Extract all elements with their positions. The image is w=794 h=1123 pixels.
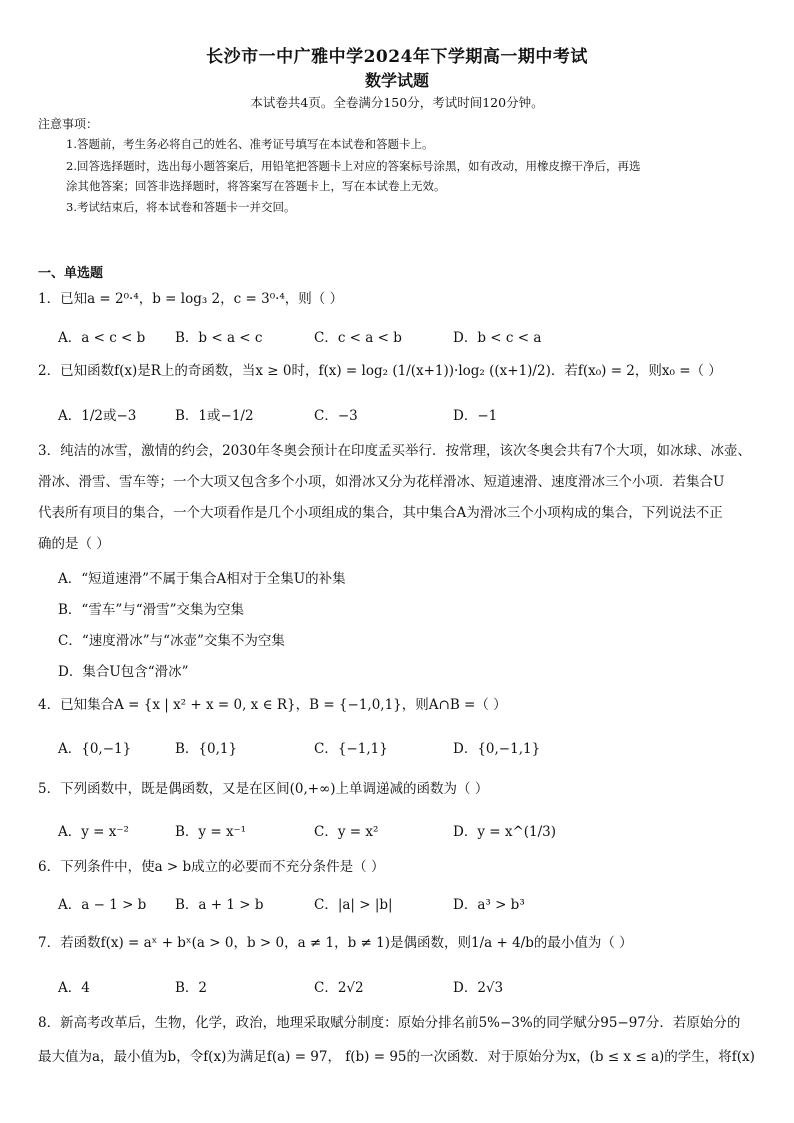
question-1-stem: 1．已知a = 2⁰·⁴，b = log₃ 2，c = 3⁰·⁴，则（ ） (38, 291, 344, 307)
question-6-stem: 6．下列条件中，使a > b成立的必要而不充分条件是（ ） (38, 859, 385, 875)
q5-option-d: D．y = x^(1/3) (453, 824, 557, 840)
q1-option-b: B．b < a < c (175, 330, 263, 346)
exam-subtitle: 数学试题 (364, 71, 429, 90)
q3-option-d: D．集合U包含“滑冰” (58, 664, 189, 680)
q2-option-b: B．1或−1/2 (175, 408, 254, 424)
q7-option-b: B．2 (175, 980, 208, 996)
question-5-stem: 5．下列函数中，既是偶函数，又是在区间(0,+∞)上单调递减的函数为（ ） (38, 781, 489, 797)
q2-option-a: A．1/2或−3 (58, 408, 137, 424)
question-8-line-2: 最大值为a，最小值为b，令f(x)为满足f(a) = 97， f(b) = 95的一次函数．对于原始分为x，(b ≤ x ≤ a)的学生，将f(x) (38, 1049, 755, 1065)
notice-item-1: 1.答题前，考生务必将自己的姓名、准考证号填写在本试卷和答题卡上。 (66, 137, 434, 151)
q6-option-c: C．|a| > |b| (314, 897, 393, 913)
question-2-stem: 2．已知函数f(x)是R上的奇函数，当x ≥ 0时，f(x) = log₂ (1/(x+1))·log₂ ((x+1)/2)．若f(x₀) = 2，则x₀ =（ ） (38, 363, 722, 379)
q5-option-a: A．y = x⁻² (58, 824, 129, 840)
question-2-options (58, 404, 758, 428)
q4-option-c: C．{−1,1} (314, 741, 388, 757)
q7-option-a: A．4 (58, 980, 90, 996)
question-7-stem: 7．若函数f(x) = aˣ + bˣ(a > 0，b > 0，a ≠ 1，b ≠ 1)是偶函数，则1/a + 4/b的最小值为（ ） (38, 935, 633, 951)
q2-option-d: D．−1 (453, 408, 498, 424)
question-3-line-4: 确的是（ ） (38, 536, 110, 552)
question-6-options (58, 893, 758, 917)
question-4-options (58, 737, 758, 761)
question-5-options (58, 820, 758, 844)
notice-item-2-cont: 涂其他答案；回答非选择题时，将答案写在答题卡上，写在本试卷上无效。 (66, 179, 446, 193)
q1-option-a: A．a < c < b (58, 330, 146, 346)
q2-option-c: C．−3 (314, 408, 358, 424)
notice-heading: 注意事项： (38, 117, 99, 131)
question-3-line-1: 3．纯洁的冰雪，激情的约会，2030年冬奥会预计在印度孟买举行．按常理，该次冬奥会共有7个大项，如冰球、冰壶、 (38, 443, 752, 459)
question-3-line-3: 代表所有项目的集合，一个大项看作是几个小项组成的集合，其中集合A为滑冰三个小项构成的集合，下列说法不正 (38, 505, 723, 521)
q7-option-c: C．2√2 (314, 980, 364, 996)
exam-title: 长沙市一中广雅中学2024年下学期高一期中考试 (206, 47, 588, 67)
question-8-line-1: 8．新高考改革后，生物，化学，政治，地理采取赋分制度：原始分排名前5%−3%的同学赋分95−97分．若原始分的 (38, 1015, 741, 1031)
q4-option-b: B．{0,1} (175, 741, 238, 757)
notice-item-2: 2.回答选择题时，选出每小题答案后，用铅笔把答题卡上对应的答案标号涂黑，如有改动，用橡皮擦干净后，再选 (66, 159, 641, 173)
q6-option-b: B．a + 1 > b (175, 897, 264, 913)
q6-option-a: A．a − 1 > b (58, 897, 147, 913)
question-7-options (58, 976, 758, 1000)
q1-option-c: C．c < a < b (314, 330, 402, 346)
q6-option-d: D．a³ > b³ (453, 897, 525, 913)
notice-item-3: 3.考试结束后，将本试卷和答题卡一并交回。 (66, 200, 296, 214)
q5-option-c: C．y = x² (314, 824, 379, 840)
q4-option-a: A．{0,−1} (58, 741, 132, 757)
question-1-options (58, 326, 758, 350)
exam-info: 本试卷共4页。全卷满分150分，考试时间120分钟。 (250, 95, 544, 110)
question-4-stem: 4．已知集合A = {x | x² + x = 0, x ∈ R}，B = {−1,0,1}，则A∩B =（ ） (38, 697, 507, 713)
q3-option-c: C．“速度滑冰”与“冰壶”交集不为空集 (58, 633, 285, 649)
section-heading: 一、单选题 (38, 266, 104, 281)
question-3-line-2: 滑冰、滑雪、雪车等；一个大项又包含多个小项，如滑冰又分为花样滑冰、短道速滑、速度滑冰三个小项．若集合U (38, 474, 725, 490)
q5-option-b: B．y = x⁻¹ (175, 824, 247, 840)
q4-option-d: D．{0,−1,1} (453, 741, 541, 757)
q1-option-d: D．b < c < a (453, 330, 542, 346)
q3-option-a: A．“短道速滑”不属于集合A相对于全集U的补集 (58, 571, 346, 587)
q3-option-b: B．“雪车”与“滑雪”交集为空集 (58, 602, 245, 618)
q7-option-d: D．2√3 (453, 980, 504, 996)
